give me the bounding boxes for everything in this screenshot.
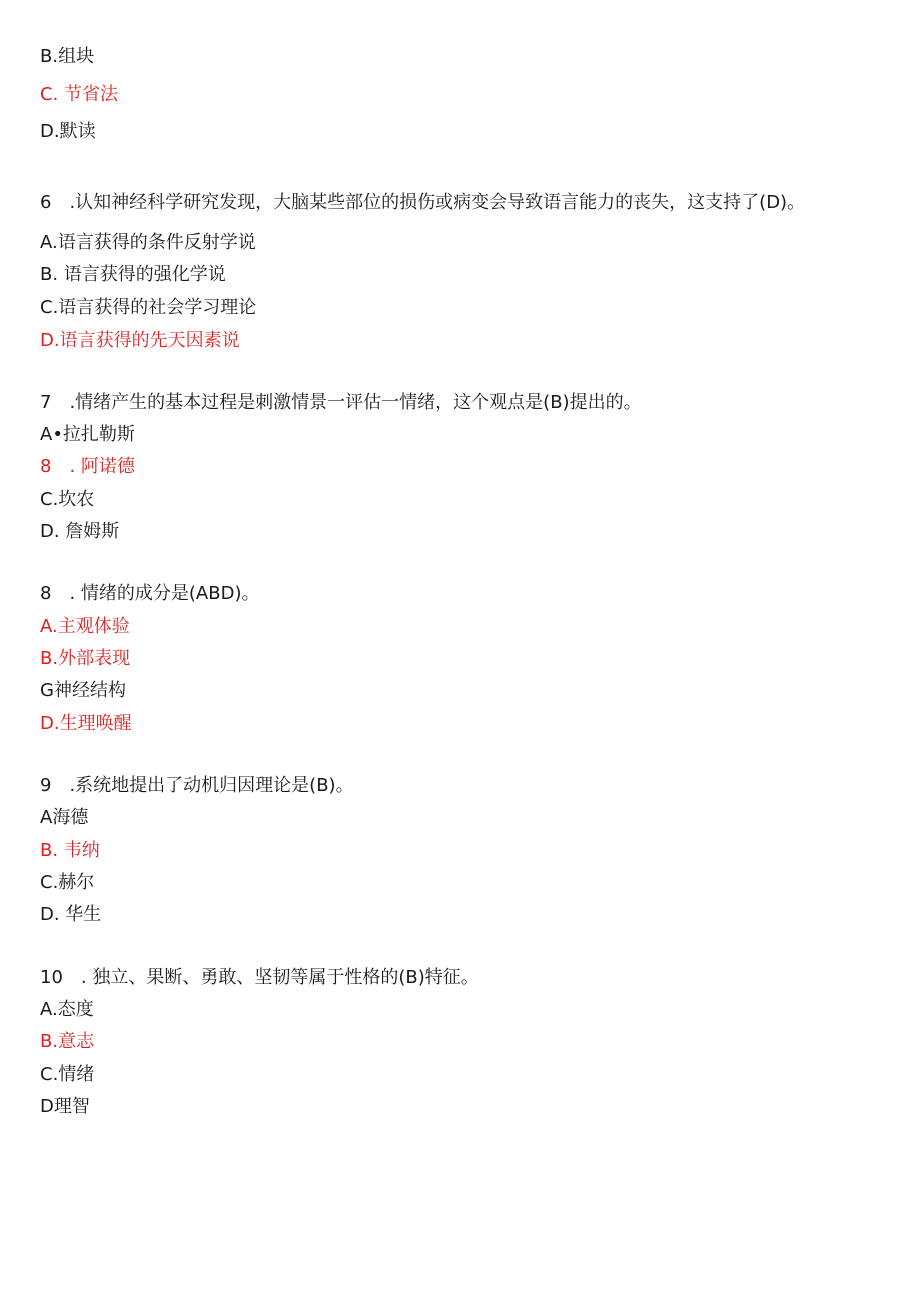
option-line-correct: 8 . 阿诺德 [40, 456, 135, 477]
option-line: B. 语言获得的强化学说 [40, 264, 226, 285]
option-line-correct: B. 韦纳 [40, 840, 100, 861]
option-line: A.语言获得的条件反射学说 [40, 232, 256, 253]
question-line: 7 .情绪产生的基本过程是刺激情景一评估一情绪，这个观点是(B)提出的。 [40, 392, 642, 413]
option-line: C.坎农 [40, 489, 95, 510]
option-line-correct: B.外部表现 [40, 648, 131, 669]
option-line-correct: C. 节省法 [40, 84, 119, 105]
option-line: A海德 [40, 807, 89, 828]
option-line: G神经结构 [40, 680, 126, 701]
option-line-correct: D.生理唤醒 [40, 713, 132, 734]
option-line: D.默读 [40, 121, 96, 142]
option-line: C.情绪 [40, 1064, 95, 1085]
option-line: A.态度 [40, 999, 94, 1020]
option-line: C.赫尔 [40, 872, 95, 893]
question-line: 9 .系统地提出了动机归因理论是(B)。 [40, 775, 354, 796]
option-line-correct: B.意志 [40, 1031, 95, 1052]
option-line-correct: D.语言获得的先天因素说 [40, 330, 240, 351]
option-line: D. 詹姆斯 [40, 521, 120, 542]
question-line: 6 .认知神经科学研究发现，大脑某些部位的损伤或病变会导致语言能力的丧失，这支持了(D)。 [40, 192, 806, 213]
option-line: D. 华生 [40, 904, 102, 925]
question-line: 10 . 独立、果断、勇敢、坚韧等属于性格的(B)特征。 [40, 967, 479, 988]
option-line-correct: A.主观体验 [40, 616, 130, 637]
question-line: 8 . 情绪的成分是(ABD)。 [40, 583, 260, 604]
option-line: D理智 [40, 1096, 90, 1117]
option-line: A•拉扎勒斯 [40, 424, 135, 445]
option-line: B.组块 [40, 46, 95, 67]
option-line: C.语言获得的社会学习理论 [40, 297, 257, 318]
